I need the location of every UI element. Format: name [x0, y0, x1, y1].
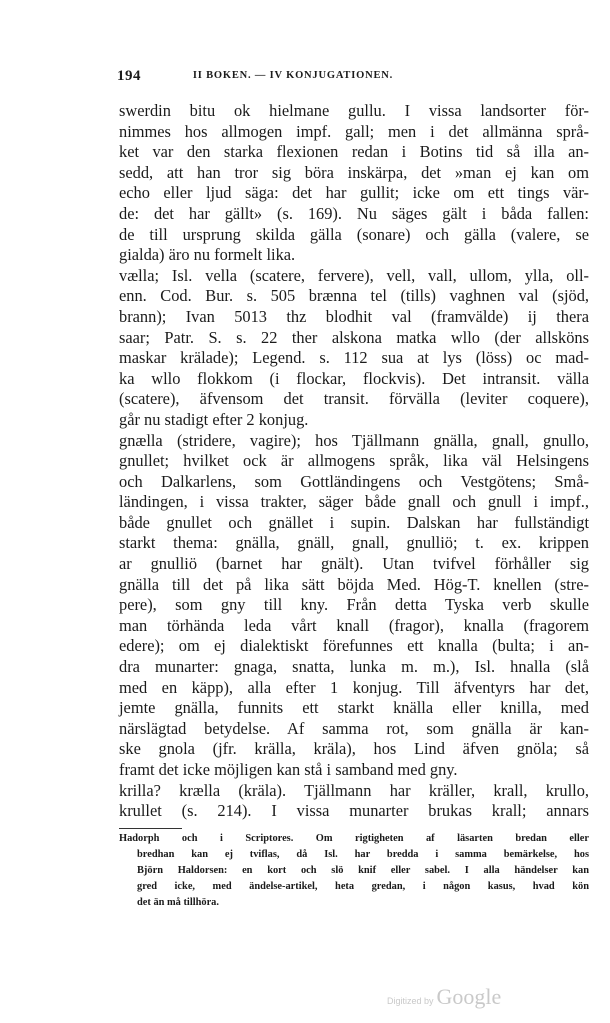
text-line: maskar krälade); Legend. s. 112 sua at lys (löss) oc mad- [119, 348, 589, 368]
text-line: ka wllo flokkom (i flockar, flockvis). Det intransit. välla [119, 368, 589, 388]
text-line: echo eller ljud säga: det har gullit; icke om ett tings vär- [119, 183, 589, 203]
page-header [117, 68, 469, 88]
text-line: framt det icke möjligen kan stå i samband med gny. [119, 760, 458, 779]
running-head: II BOKEN. — IV KONJUGATIONEN. [192, 70, 394, 81]
entry-headword-line: gnælla (stridere, vagire); hos Tjällmann gnälla, gnall, gnullo, [119, 430, 589, 450]
text-line: nimmes hos allmogen impf. gall; men i det allmänna språ- [119, 121, 589, 141]
text-line: dra munarter: gnaga, snatta, lunka m. m.), Isl. hnalla (slå [119, 657, 589, 677]
footnote [119, 831, 589, 911]
text-line: gialda) äro nu formelt lika. [119, 245, 296, 265]
digitized-by-google-watermark [387, 984, 501, 1014]
watermark-logo-text: Google [436, 984, 502, 1009]
entry-headword-line: krilla? krælla (kräla). Tjällmann har kräller, krall, krullo, [119, 780, 589, 800]
text-line: de: det har gällt» (s. 169). Nu säges gält i båda fallen: [119, 203, 589, 223]
text-line: gnälla till det på lika sätt böjda Med. Hög-T. knellen (stre- [119, 574, 589, 594]
footnote-line: gred icke, med ändelse-artikel, heta gredan, i någon kasus, hvad kön [137, 881, 589, 892]
text-line: gnullet; hvilket ock är allmogens språk, lika väl Helsingens [119, 451, 589, 471]
footnote-line: Björn Haldorsen: en kort och slö knif eller sabel. I alla händelser kan [137, 865, 589, 876]
text-line: och Dalkarlens, som Gottländingens och Vestgötens; Små- [119, 471, 589, 491]
text-line: brann); Ivan 5013 thz blodhit val (framvälde) ij thera [119, 306, 589, 326]
text-line: ar gnulliö (barnet har gnält). Utan tvifvel förhåller sig [119, 554, 589, 574]
text-line: edere); om ej dialektiskt förefunnes ett knalla (bulta; i an- [119, 636, 589, 656]
text-line: saar; Patr. S. s. 22 ther alskona matka wllo (der allsköns [119, 327, 589, 347]
text-line: (scatere), äfvensom det transit. förvälla (leviter coquere), [119, 389, 589, 409]
footnote-line: bredhan kan ej tviflas, då Isl. har bredda i samma bemärkelse, hos [137, 849, 589, 860]
text-line: enn. Cod. Bur. s. 505 brænna tel (tills) vaghnen val (sjöd, [119, 286, 589, 306]
text-line: går nu stadigt efter 2 konjug. [119, 409, 309, 429]
text-line: swerdin bitu ok hielmane gullu. I vissa landsorter för- [119, 101, 589, 120]
page-number: 194 [117, 68, 141, 84]
footnote-line: Hadorph och i Scriptores. Om rigtigheten af läsarten bredan eller [119, 833, 589, 844]
text-line: både gnullet och gnället i supin. Dalskan har fullständigt [119, 512, 589, 532]
text-line: sedd, att han tror sig böra inskärpa, det »man ej kan om [119, 162, 589, 182]
text-line: de till ursprung skilda gälla (sonare) och gälla (valere, se [119, 224, 589, 244]
text-line: starkt thema: gnälla, gnäll, gnall, gnulliö; t. ex. krippen [119, 533, 589, 553]
entry-headword-line: vælla; Isl. vella (scatere, fervere), vell, vall, ullom, ylla, oll- [119, 265, 589, 285]
footnote-rule [119, 828, 182, 829]
footnote-line: det än må tillhöra. [137, 897, 219, 908]
body-text [119, 101, 589, 822]
text-line: ländingen, i vissa trakter, säger både gnall och gnull i impf., [119, 492, 589, 512]
text-line: närslägtad betydelse. Af samma rot, som gnälla är kan- [119, 718, 589, 738]
text-line: jemte gnälla, funnits ett starkt knälla eller knilla, med [119, 698, 589, 718]
text-line: pere), som gny till kny. Från detta Tyska verb skulle [119, 595, 589, 615]
text-line: ket var den starka flexionen redan i Botins tid så illa an- [119, 142, 589, 162]
text-line: man törhända leda vårt knall (fragor), knalla (fragorem [119, 615, 589, 635]
watermark-small-text: Digitized by [387, 996, 434, 1006]
text-line: krullet (s. 214). I vissa munarter brukas krall; annars [119, 801, 589, 821]
text-line: med en käpp), alla efter 1 konjug. Till äfventyrs har det, [119, 677, 589, 697]
text-line: ske gnola (jfr. krälla, kräla), hos Lind äfven gnöla; så [119, 739, 589, 759]
